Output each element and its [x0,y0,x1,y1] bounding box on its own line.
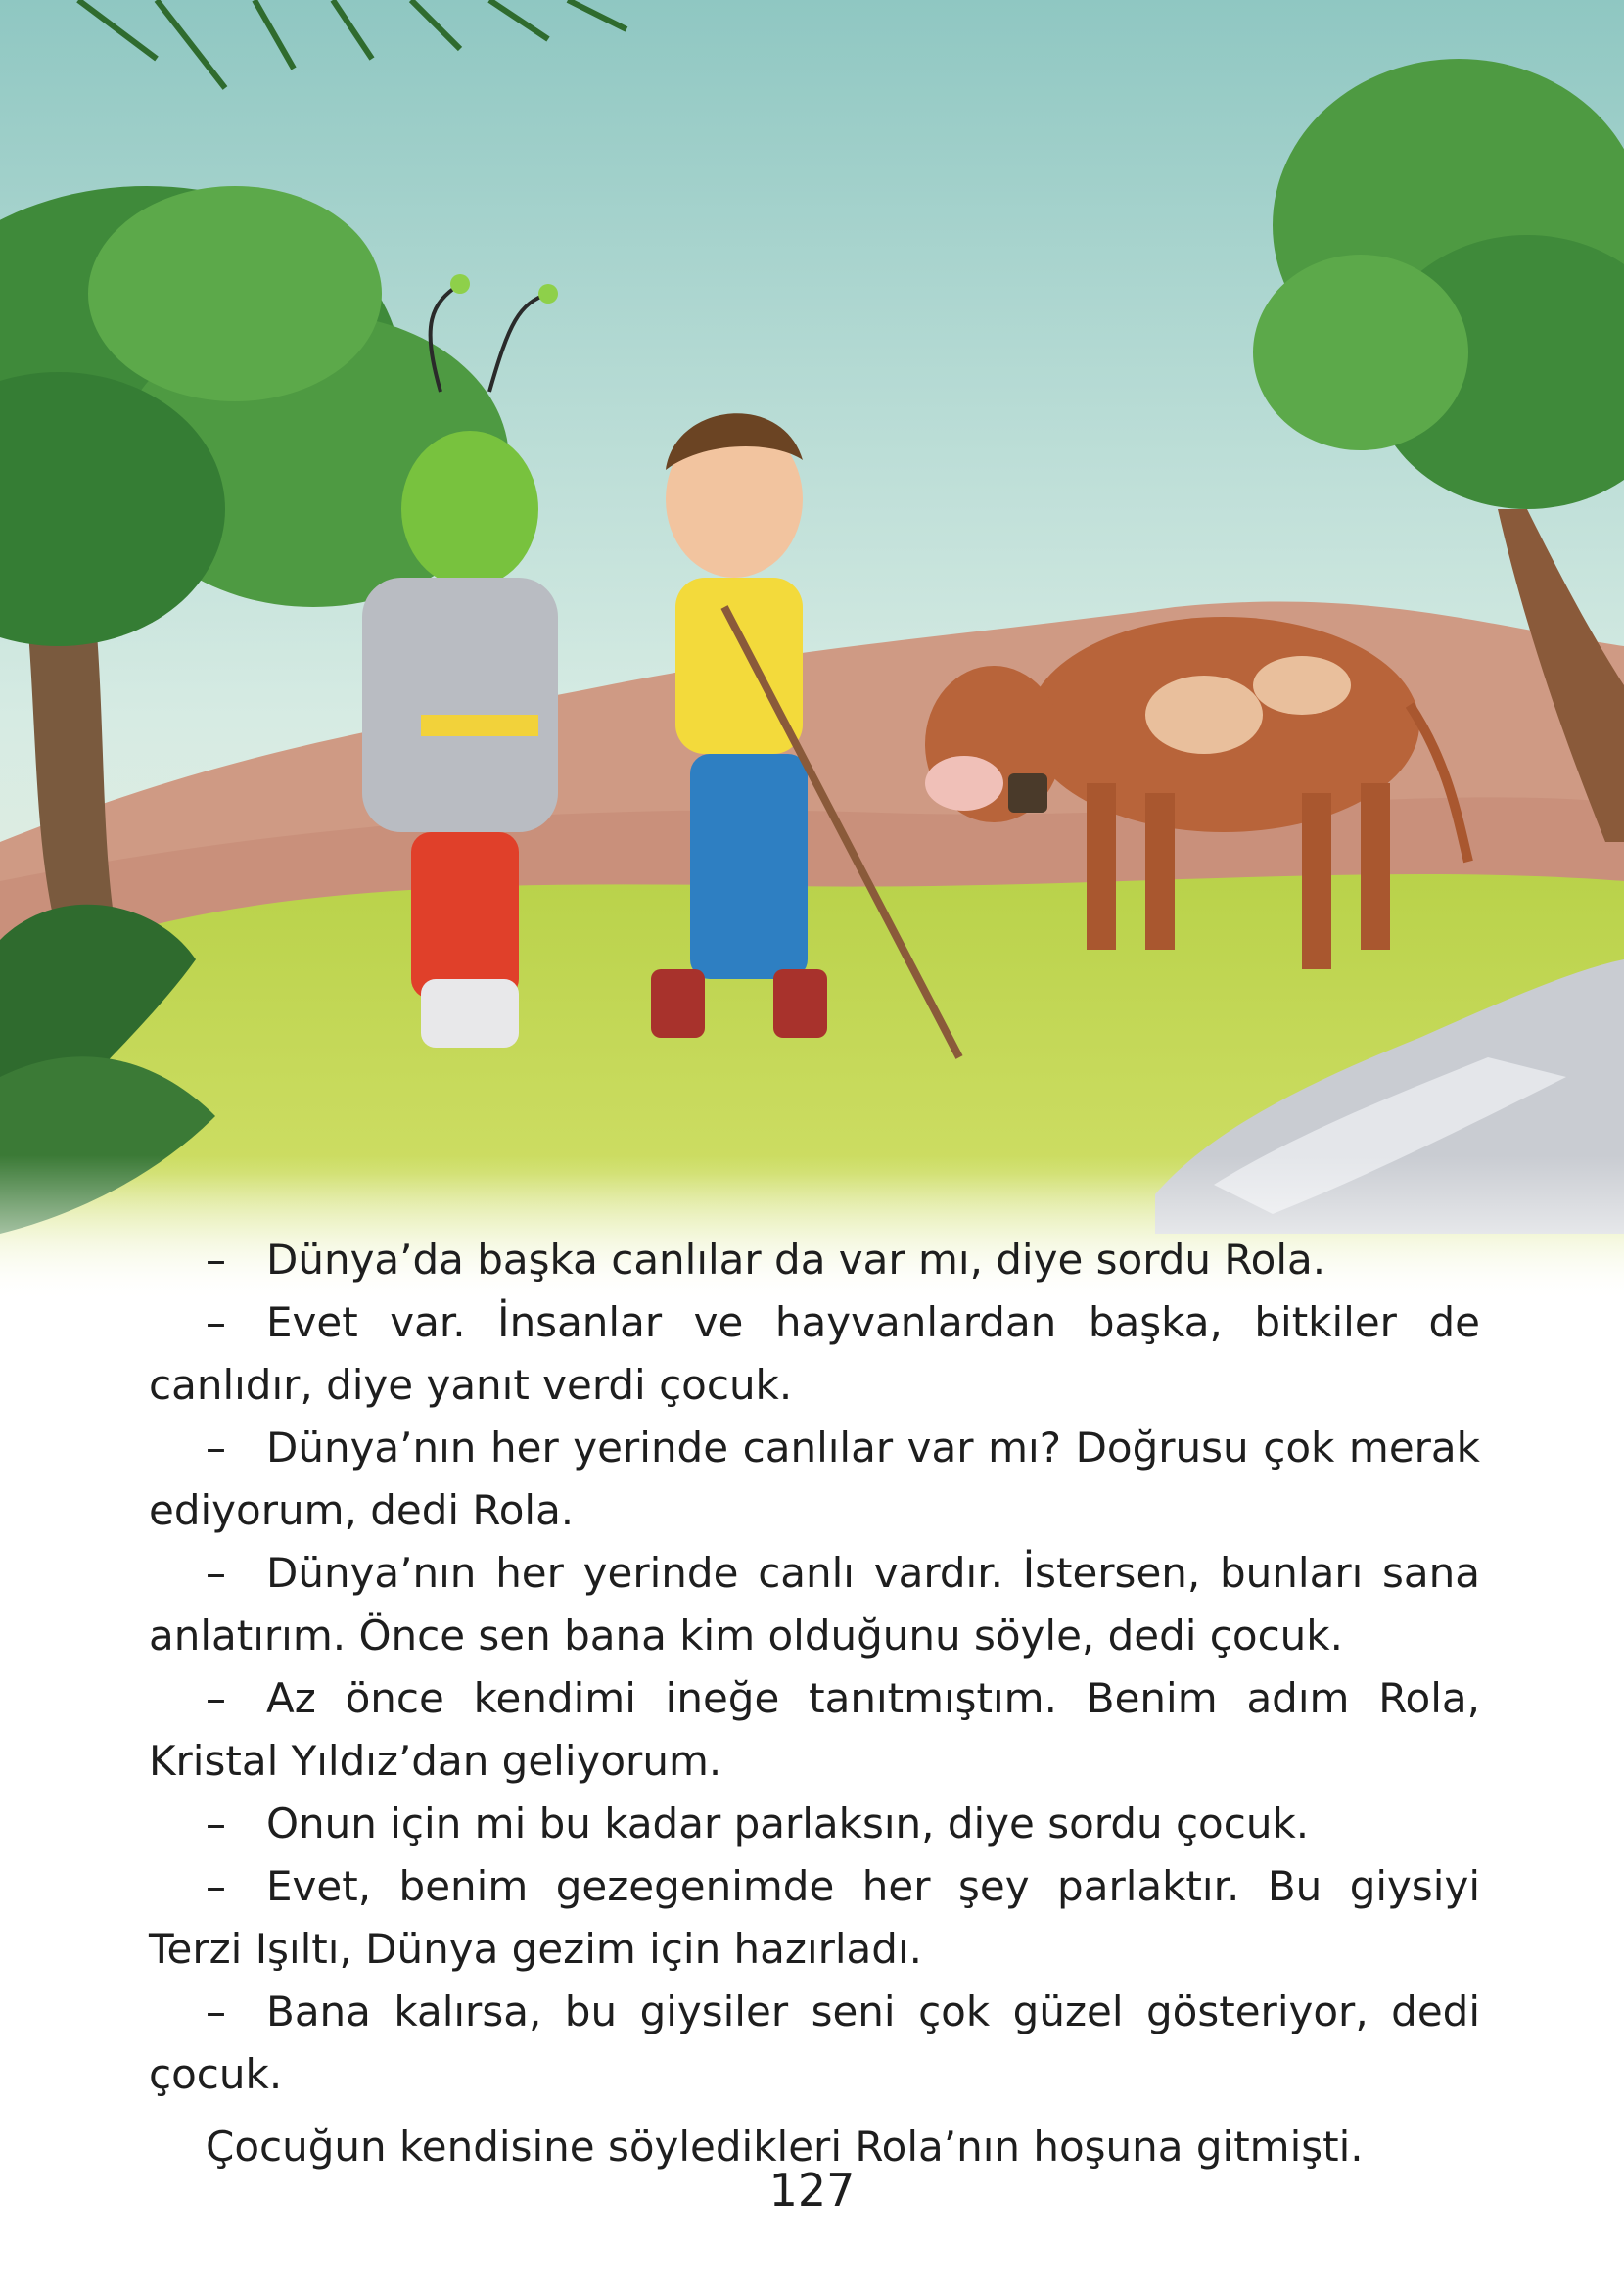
dialogue-dash: – [206,1298,226,1346]
dialogue-dash: – [206,1236,226,1284]
dialogue-text: Dünya’nın her yerinde canlılar var mı? Doğrusu çok merak ediyorum, dedi Rola. [149,1424,1480,1534]
dialogue-paragraph [149,1981,1480,2106]
story-text [149,1229,1480,2178]
dialogue-paragraph [149,1542,1480,1667]
dialogue-text: Bana kalırsa, bu giysiler seni çok güzel gösteriyor, dedi çocuk. [149,1987,1480,2098]
page-number: 127 [768,2164,856,2217]
dialogue-dash: – [206,1549,226,1597]
closing-narration: Çocuğun kendisine söyledikleri Rola’nın hoşuna gitmişti. [206,2123,1364,2171]
dialogue-dash: – [206,1987,226,2035]
dialogue-text: Az önce kendimi ineğe tanıtmıştım. Benim adım Rola, Kristal Yıldız’dan geliyorum. [149,1674,1480,1785]
dialogue-dash: – [206,1800,226,1847]
dialogue-text: Evet, benim gezegenimde her şey parlaktır. Bu giysiyi Terzi Işıltı, Dünya gezim için hazırladı. [149,1862,1480,1973]
dialogue-paragraph [149,1855,1480,1981]
dialogue-paragraph [149,1229,1480,1291]
dialogue-text: Evet var. İnsanlar ve hayvanlardan başka, bitkiler de canlıdır, diye yanıt verdi çocuk. [149,1298,1480,1409]
dialogue-dash: – [206,1862,226,1910]
dialogue-paragraph [149,1793,1480,1855]
dialogue-paragraph [149,1667,1480,1793]
dialogue-paragraph [149,1417,1480,1542]
dialogue-text: Onun için mi bu kadar parlaksın, diye sordu çocuk. [266,1800,1310,1847]
dialogue-dash: – [206,1674,226,1722]
dialogue-text: Dünya’nın her yerinde canlı vardır. İstersen, bunları sana anlatırım. Önce sen bana kim olduğunu söyle, dedi çocuk. [149,1549,1480,1660]
dialogue-paragraph [149,1291,1480,1417]
dialogue-dash: – [206,1424,226,1472]
dialogue-text: Dünya’da başka canlılar da var mı, diye sordu Rola. [266,1236,1326,1284]
